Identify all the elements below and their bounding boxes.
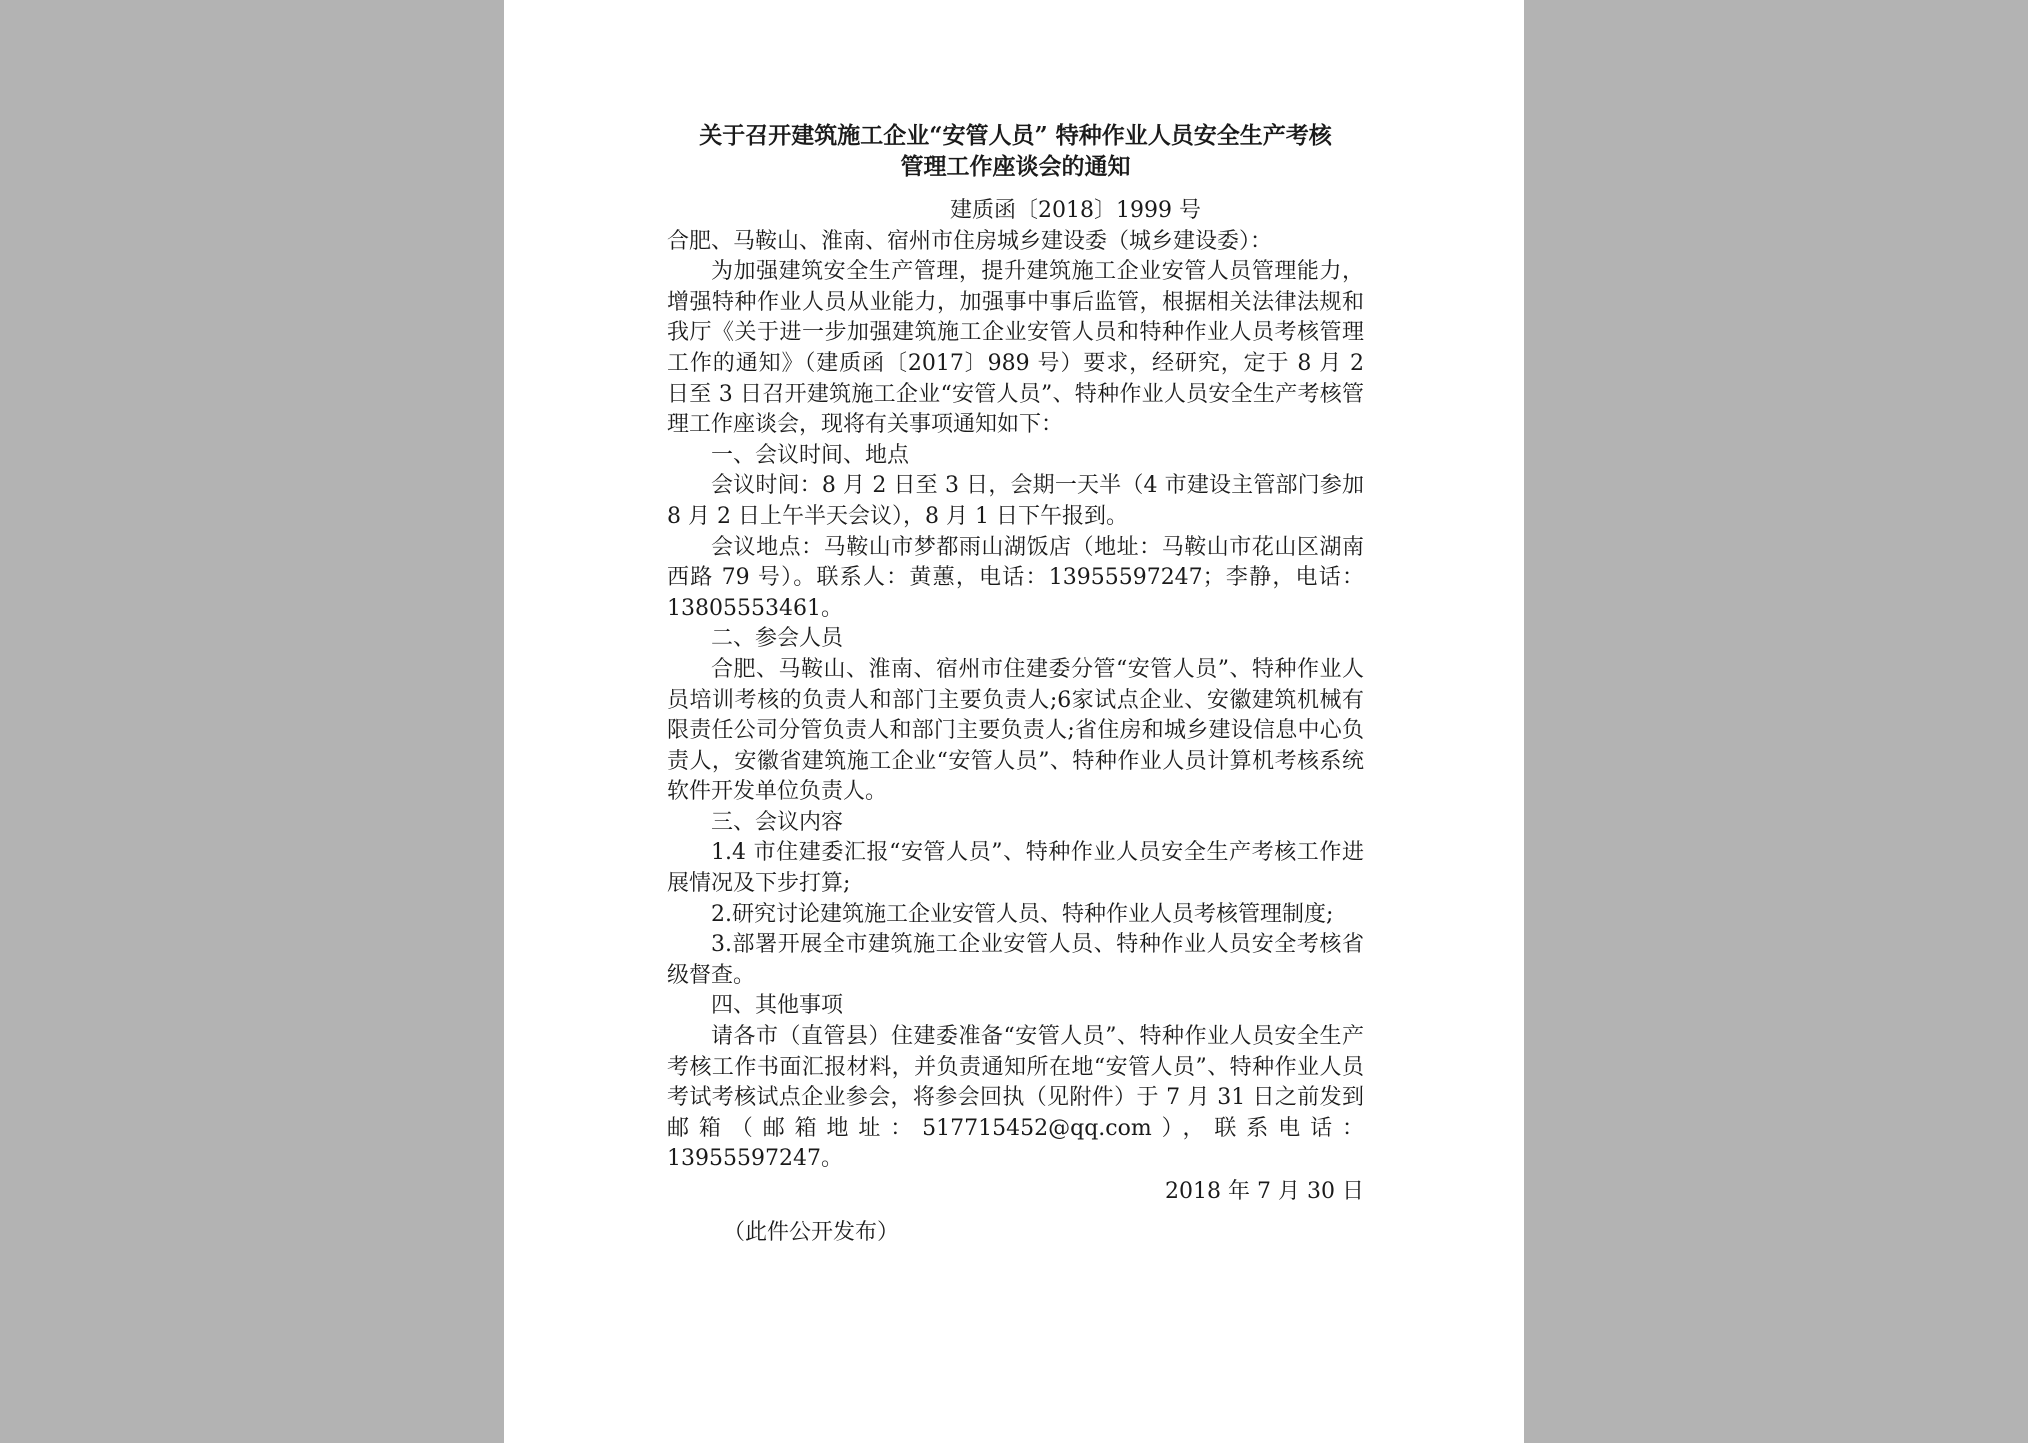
other-matters-paragraph: 请各市（直管县）住建委准备“安管人员”、特种作业人员安全生产考核工作书面汇报材料，并负责通知所在地“安管人员”、特种作业人员考试考核试点企业参会，将参会回执（见附件）于 7 月 31 日之前发到邮箱（邮箱地址：517715452@qq.com），联系电话：13955597247。 [667,1024,1364,1172]
section-2-heading: 二、参会人员 [711,626,844,652]
section-3-heading: 三、会议内容 [711,809,844,835]
title-line-2: 管理工作座谈会的通知 [900,153,1131,180]
agenda-item-2: 2.研究讨论建筑施工企业安管人员、特种作业人员考核管理制度; [711,901,1334,927]
addressee: 合肥、马鞍山、淮南、宿州市住房城乡建设委（城乡建设委）： [667,228,1273,254]
meeting-place: 会议地点：马鞍山市梦都雨山湖饭店（地址：马鞍山市花山区湖南西路 79 号）。联系人：黄蕙，电话：13955597247；李静，电话：13805553461。 [667,534,1364,621]
attendees-paragraph: 合肥、马鞍山、淮南、宿州市住建委分管“安管人员”、特种作业人员培训考核的负责人和部门主要负责人;6家试点企业、安徽建筑机械有限责任公司分管负责人和部门主要负责人;省住房和城乡建设信息中心负责人，安徽省建筑施工企业“安管人员”、特种作业人员计算机考核系统软件开发单位负责人。 [667,656,1364,805]
section-4-heading: 四、其他事项 [711,993,844,1019]
agenda-item-1: 1.4 市住建委汇报“安管人员”、特种作业人员安全生产考核工作进展情况及下步打算; [667,840,1364,897]
meeting-time: 会议时间：8 月 2 日至 3 日，会期一天半（4 市建设主管部门参加 8 月 2 日上午半天会议），8 月 1 日下午报到。 [667,473,1364,529]
title-line-1: 关于召开建筑施工企业“安管人员” 特种作业人员安全生产考核 [699,122,1332,149]
document-content [667,120,1364,1248]
document-title [667,120,1364,182]
document-page [504,0,1524,1443]
issue-date: 2018 年 7 月 30 日 [1165,1179,1364,1204]
intro-paragraph: 为加强建筑安全生产管理，提升建筑施工企业安管人员管理能力，增强特种作业人员从业能力，加强事中事后监管，根据相关法律法规和我厅《关于进一步加强建筑施工企业安管人员和特种作业人员考核管理工作的通知》（建质函〔2017〕989 号）要求，经研究，定于 8 月 2 日至 3 日召开建筑施工企业“安管人员”、特种作业人员安全生产考核管理工作座谈会，现将有关事项通知如下： [667,259,1364,438]
agenda-item-3: 3.部署开展全市建筑施工企业安管人员、特种作业人员安全考核省级督查。 [667,932,1364,988]
document-number: 建质函〔2018〕1999 号 [950,198,1201,223]
publication-note: （此件公开发布） [723,1219,900,1245]
section-1-heading: 一、会议时间、地点 [711,442,910,468]
